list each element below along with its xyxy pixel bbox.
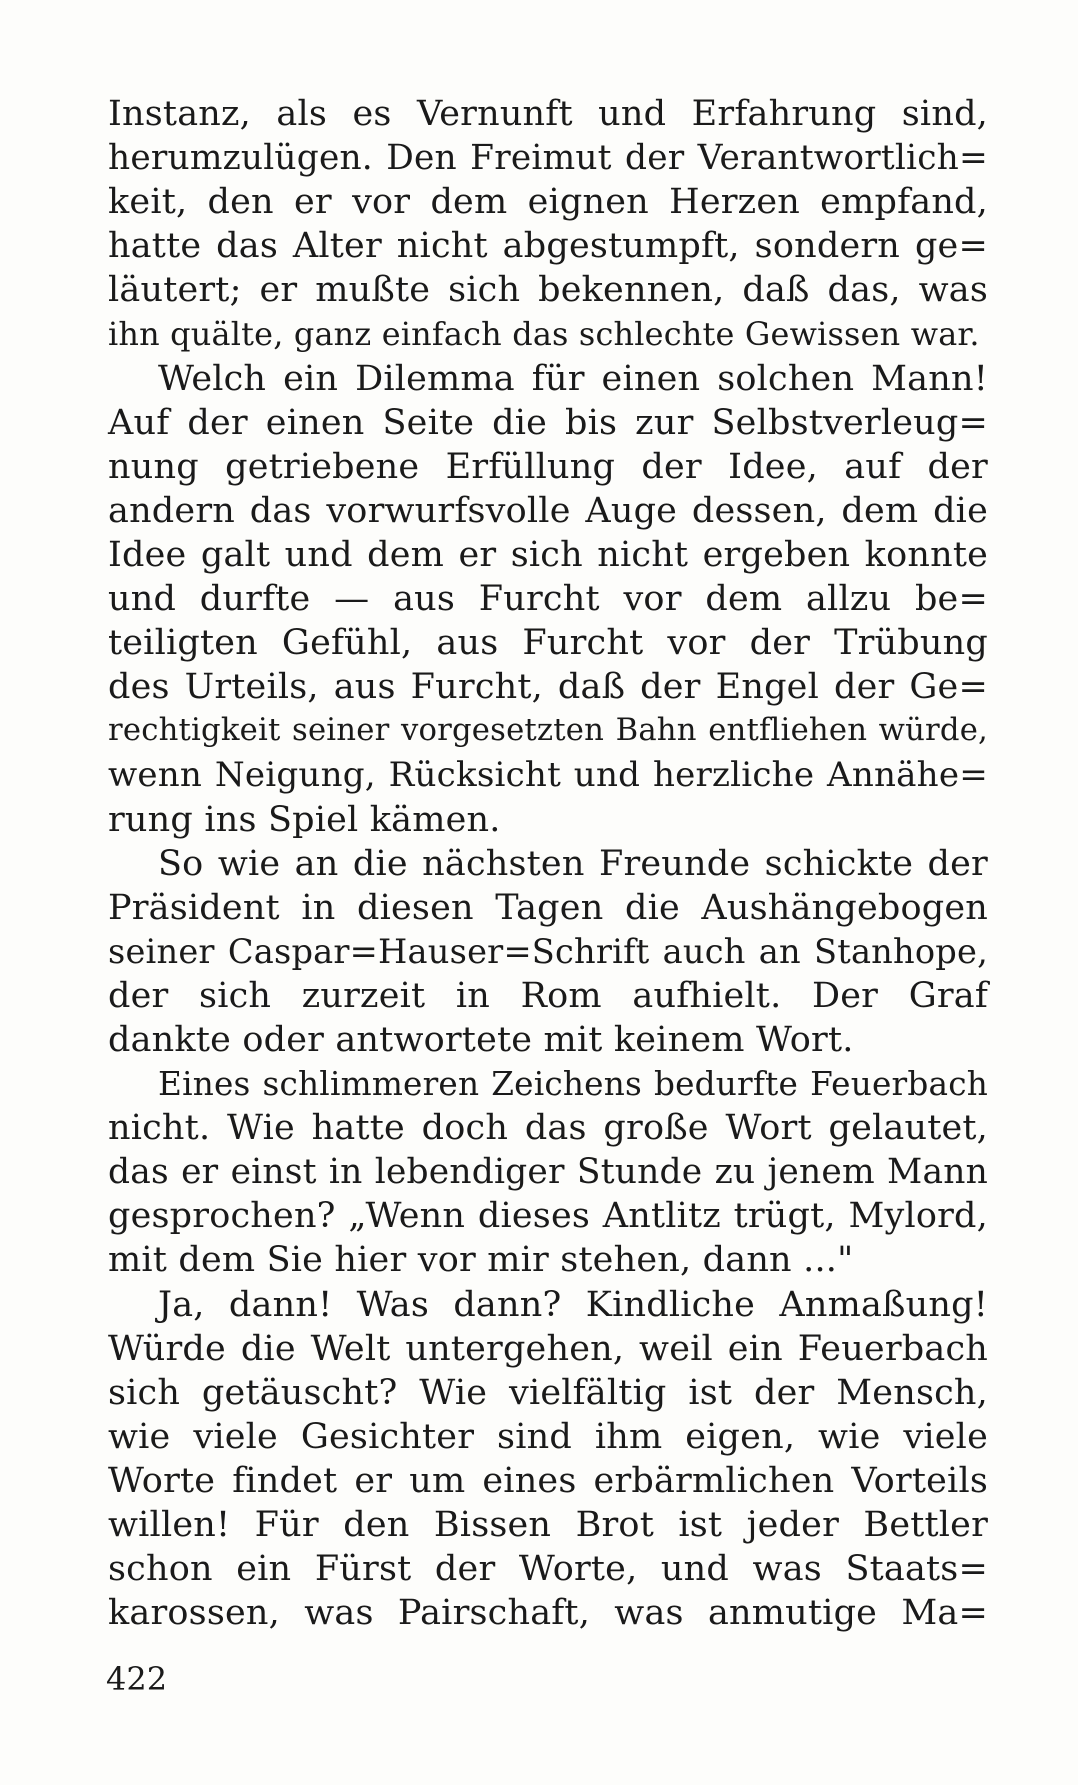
paragraph-first-line: Ja, dann! Was dann? Kindliche Anmaßung! — [158, 1284, 988, 1325]
text-line: läutert; er mußte sich bekennen, daß das, was — [108, 270, 988, 311]
text-line: Würde die Welt untergehen, weil ein Feuerbach — [108, 1328, 988, 1369]
text-line: sich getäuscht? Wie vielfältig ist der Mensch, — [108, 1372, 988, 1413]
text-line: Auf der einen Seite die bis zur Selbstverleug= — [108, 402, 988, 443]
text-line: mit dem Sie hier vor mir stehen, dann ..." — [108, 1240, 854, 1281]
text-line: wenn Neigung, Rücksicht und herzliche Annähe= — [108, 755, 988, 796]
text-line: und durfte — aus Furcht vor dem allzu be= — [108, 579, 988, 620]
text-line: seiner Caspar=Hauser=Schrift auch an Stanhope, — [108, 931, 988, 971]
body-text — [108, 92, 988, 1635]
text-line: der sich zurzeit in Rom aufhielt. Der Graf — [108, 975, 988, 1016]
text-line: teiligten Gefühl, aus Furcht vor der Trübung — [108, 623, 988, 664]
text-line: nicht. Wie hatte doch das große Wort gelautet, — [108, 1108, 988, 1149]
text-line: rechtigkeit seiner vorgesetzten Bahn entfliehen würde, — [108, 713, 988, 749]
text-line: hatte das Alter nicht abgestumpft, sondern ge= — [108, 226, 988, 267]
text-line: das er einst in lebendiger Stunde zu jenem Mann — [108, 1152, 988, 1193]
text-line: des Urteils, aus Furcht, daß der Engel der Ge= — [108, 667, 988, 708]
paragraph-first-line: Eines schlimmeren Zeichens bedurfte Feuerbach — [158, 1065, 988, 1104]
text-line: nung getriebene Erfüllung der Idee, auf der — [108, 446, 988, 487]
text-line: dankte oder antwortete mit keinem Wort. — [108, 1019, 854, 1060]
text-line: Präsident in diesen Tagen die Aushängebogen — [108, 887, 988, 928]
text-line: karossen, was Pairschaft, was anmutige Ma= — [108, 1593, 988, 1634]
text-line: schon ein Fürst der Worte, und was Staats= — [108, 1549, 988, 1590]
text-line: gesprochen? „Wenn dieses Antlitz trügt, Mylord, — [108, 1196, 988, 1237]
text-line: wie viele Gesichter sind ihm eigen, wie viele — [108, 1416, 988, 1457]
paragraph-first-line: Welch ein Dilemma für einen solchen Mann! — [158, 358, 988, 399]
text-line: keit, den er vor dem eignen Herzen empfand, — [108, 182, 988, 223]
text-line: herumzulügen. Den Freimut der Verantwortlich= — [108, 138, 988, 179]
text-line: willen! Für den Bissen Brot ist jeder Bettler — [108, 1505, 988, 1545]
text-line: Worte findet er um eines erbärmlichen Vorteils — [108, 1460, 988, 1501]
text-line: ihn quälte, ganz einfach das schlechte Gewissen war. — [108, 315, 980, 354]
page-number: 422 — [106, 1660, 168, 1698]
text-line: Idee galt und dem er sich nicht ergeben konnte — [108, 534, 988, 575]
text-line: andern das vorwurfsvolle Auge dessen, dem die — [108, 490, 988, 531]
paragraph-first-line: So wie an die nächsten Freunde schickte der — [158, 843, 988, 884]
text-line: Instanz, als es Vernunft und Erfahrung sind, — [108, 94, 988, 134]
text-line: rung ins Spiel kämen. — [108, 799, 501, 840]
